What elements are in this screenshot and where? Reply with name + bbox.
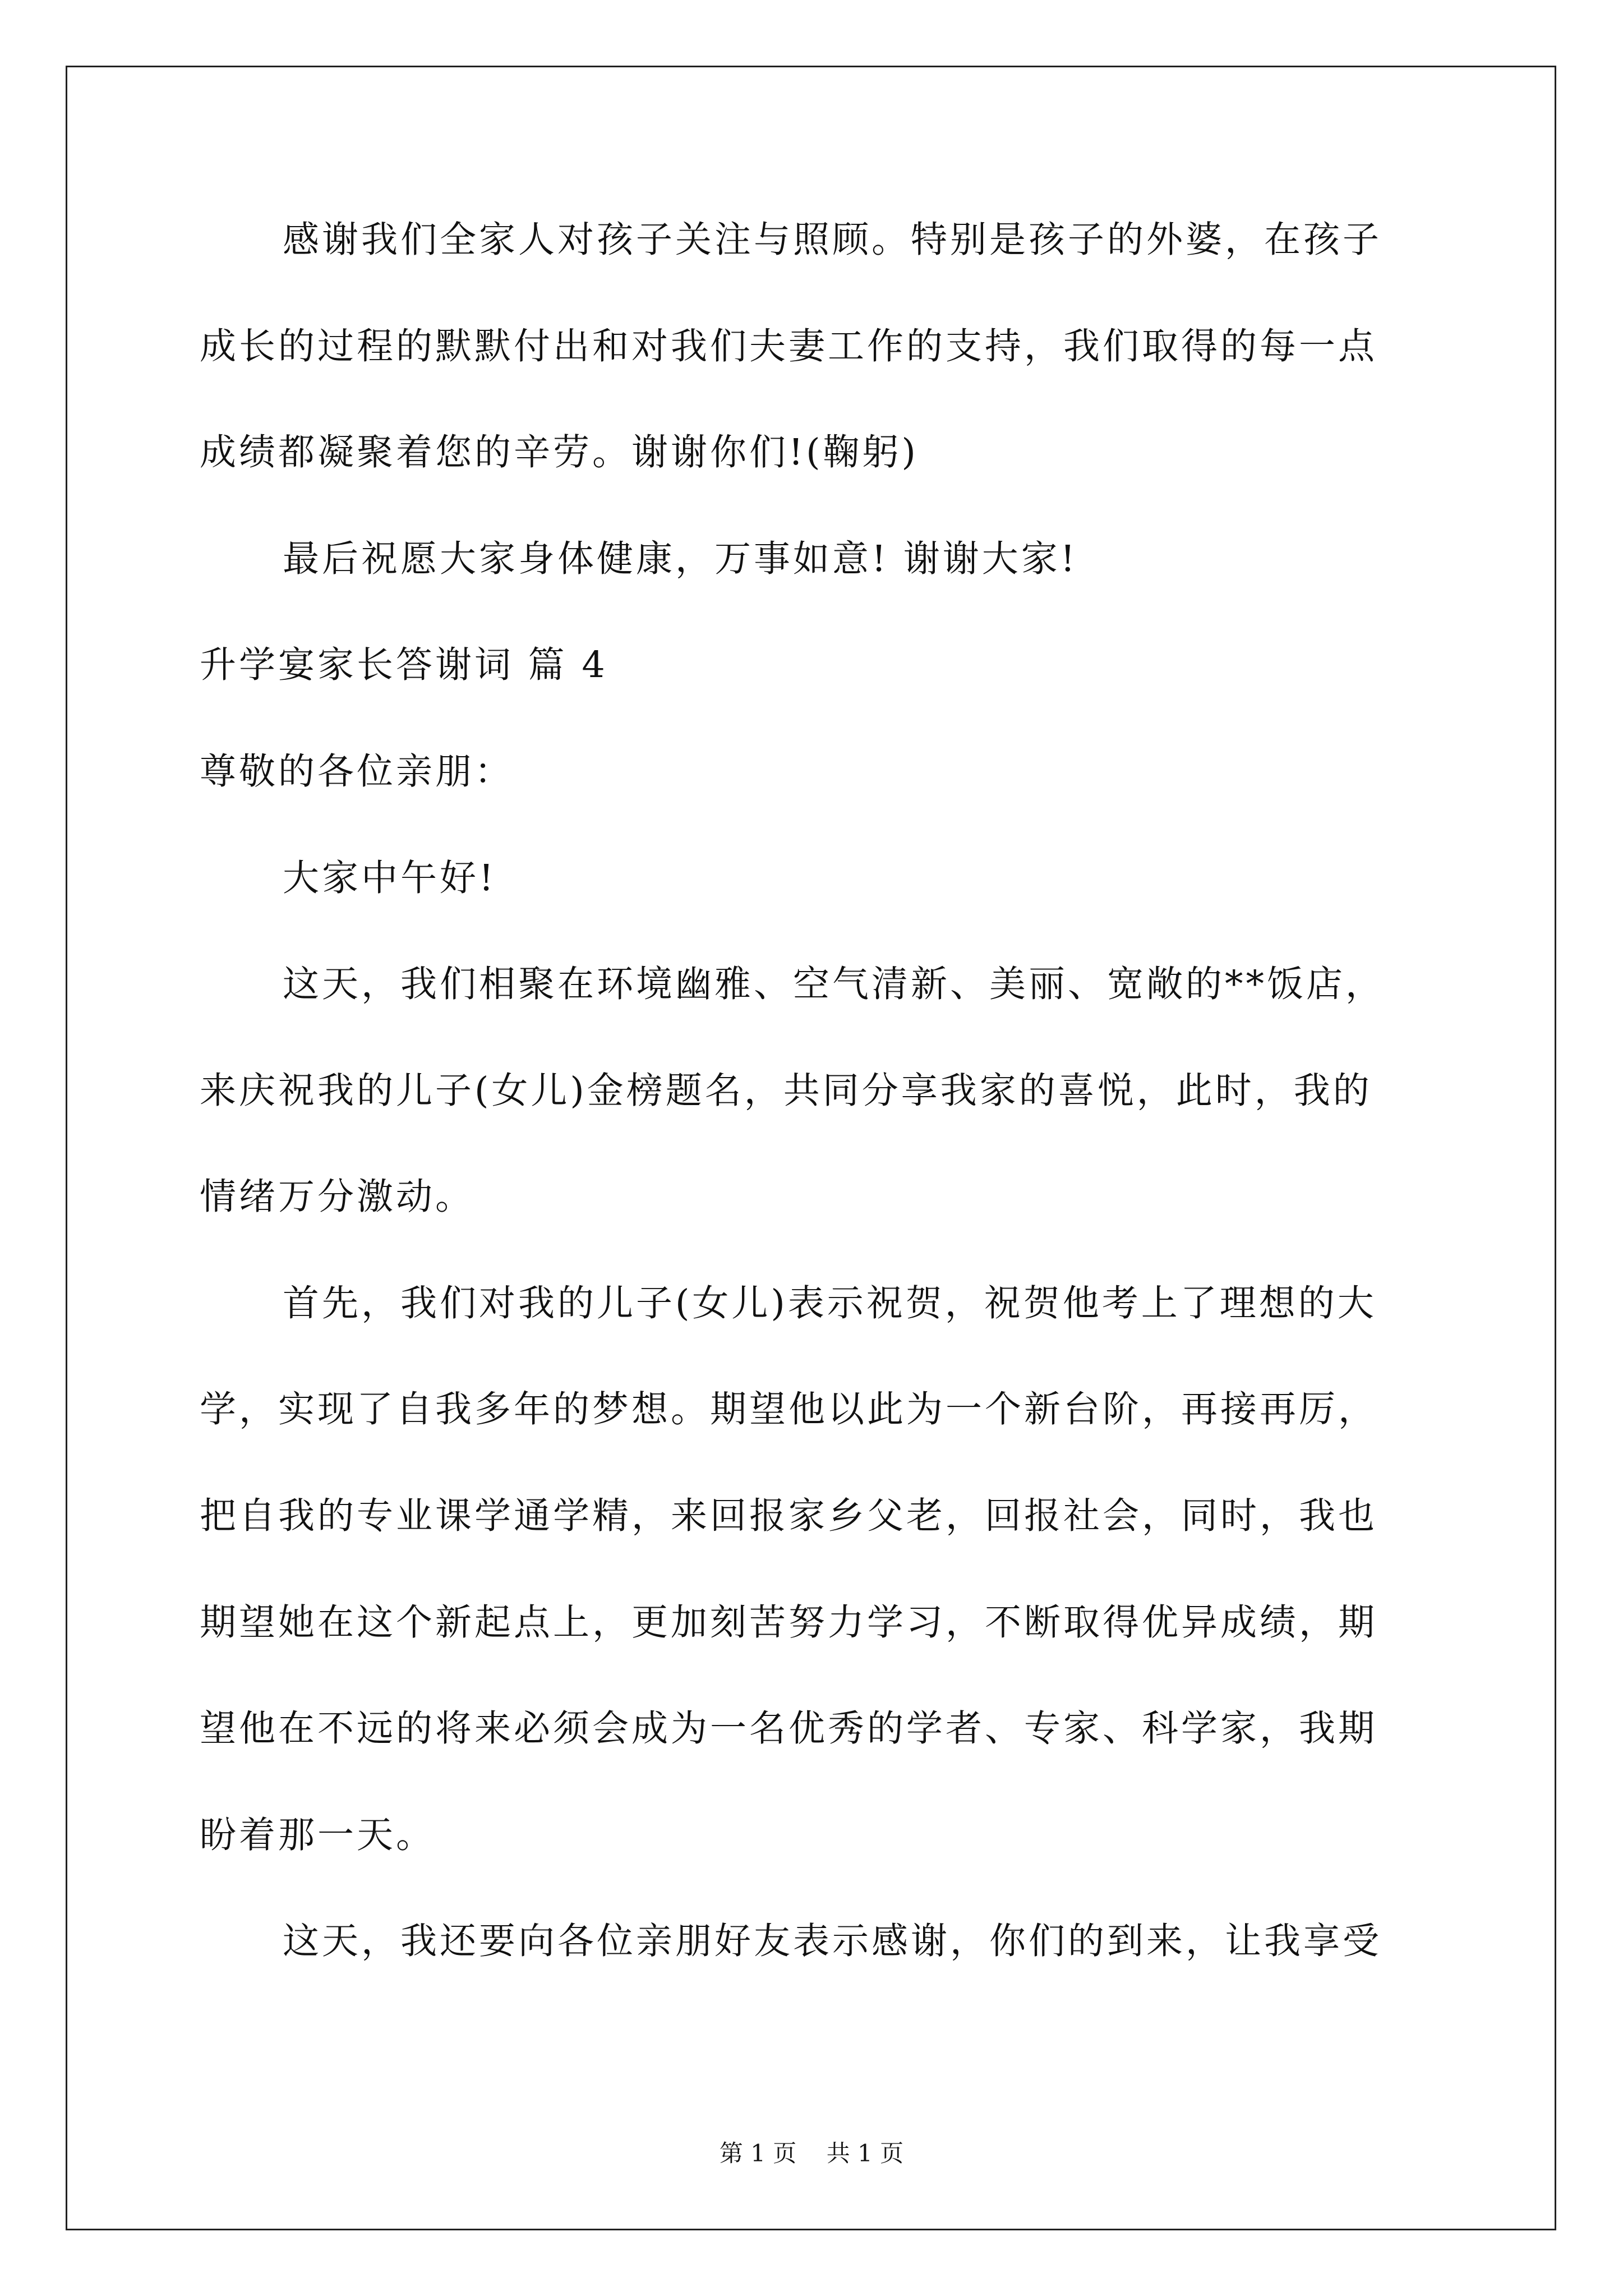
paragraph-line: 把自我的专业课学通学精，来回报家乡父老，回报社会，同时，我也 bbox=[200, 1495, 1378, 1537]
paragraph-line: 这天，我还要向各位亲朋好友表示感谢，你们的到来，让我享受 bbox=[283, 1920, 1382, 1962]
section-heading: 升学宴家长答谢词 篇 4 bbox=[200, 644, 608, 686]
paragraph-line: 成绩都凝聚着您的辛劳。谢谢你们!(鞠躬) bbox=[200, 431, 919, 473]
paragraph-line: 望他在不远的将来必须会成为一名优秀的学者、专家、科学家，我期 bbox=[200, 1708, 1378, 1750]
paragraph-line: 这天，我们相聚在环境幽雅、空气清新、美丽、宽敞的**饭店， bbox=[283, 963, 1385, 1005]
paragraph-line: 期望她在这个新起点上，更加刻苦努力学习，不断取得优异成绩，期 bbox=[200, 1602, 1378, 1644]
paragraph-line: 成长的过程的默默付出和对我们夫妻工作的支持，我们取得的每一点 bbox=[200, 325, 1378, 367]
paragraph-line: 情绪万分激动。 bbox=[200, 1176, 475, 1218]
paragraph-line: 最后祝愿大家身体健康，万事如意! 谢谢大家! bbox=[283, 538, 1078, 580]
paragraph-line: 大家中午好! bbox=[283, 857, 497, 899]
paragraph-line: 来庆祝我的儿子(女儿)金榜题名，共同分享我家的喜悦，此时，我的 bbox=[200, 1070, 1372, 1112]
page-number-footer: 第 1 页 共 1 页 bbox=[719, 2139, 904, 2167]
paragraph-line: 感谢我们全家人对孩子关注与照顾。特别是孩子的外婆，在孩子 bbox=[283, 219, 1382, 261]
paragraph-line: 学，实现了自我多年的梦想。期望他以此为一个新台阶，再接再厉， bbox=[200, 1388, 1378, 1430]
page-frame bbox=[66, 66, 1556, 2230]
paragraph-line: 盼着那一天。 bbox=[200, 1814, 436, 1856]
salutation: 尊敬的各位亲朋： bbox=[200, 751, 514, 793]
paragraph-line: 首先，我们对我的儿子(女儿)表示祝贺，祝贺他考上了理想的大 bbox=[283, 1282, 1377, 1324]
